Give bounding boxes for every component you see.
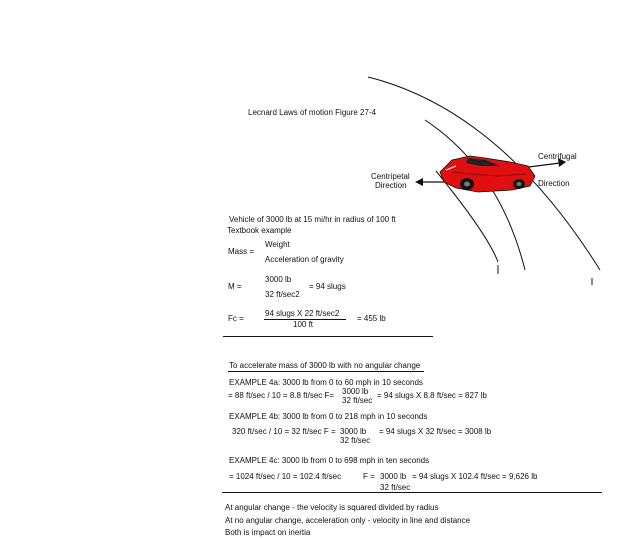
centripetal-direction-label: Direction xyxy=(375,181,407,190)
example-4a-left: = 88 ft/sec / 10 = 8.8 ft/sec F= xyxy=(228,391,335,400)
example-4c-frac-den: 32 ft/sec xyxy=(380,483,411,492)
textbook-subtitle: Textbook example xyxy=(227,226,292,235)
force-denominator: 100 ft xyxy=(293,320,314,329)
middle-curve xyxy=(425,120,525,270)
example-4c-left: = 1024 ft/sec / 10 = 102.4 ft/sec xyxy=(229,472,342,481)
page-title: Lecnard Laws of motion Figure 27-4 xyxy=(248,108,377,117)
example-4a-right: = 94 slugs X 8.8 ft/sec = 827 lb xyxy=(377,391,487,400)
centrifugal-label: Centrifugal xyxy=(538,152,577,161)
example-4b-left: 320 ft/sec / 10 = 32 ft/sec F = xyxy=(232,427,336,436)
note-no-angular-change: At no angular change, acceleration only - velocity in line and distance xyxy=(225,516,471,525)
example-4b-right: = 94 slugs X 32 ft/sec = 3008 lb xyxy=(379,427,492,436)
note-angular-change: At angular change - the velocity is squared divided by radius xyxy=(225,503,439,512)
example-4c-frac-num: 3000 lb xyxy=(380,472,407,481)
example-4b-frac-num: 3000 lb xyxy=(340,427,367,436)
centrifugal-direction-label: Direction xyxy=(538,179,570,188)
example-4b-frac-den: 32 ft/sec xyxy=(340,436,371,445)
force-result: = 455 lb xyxy=(357,314,386,323)
example-4a-title: EXAMPLE 4a: 3000 lb from 0 to 60 mph in 10 seconds xyxy=(229,378,423,387)
examples-heading-underline xyxy=(228,371,424,372)
note-impact-on-inertia: Both is impact on inertia xyxy=(225,528,311,537)
m-denominator: 32 ft/sec2 xyxy=(265,290,300,299)
examples-heading: To accelerate mass of 3000 lb with no angular change xyxy=(229,361,421,370)
m-result: = 94 slugs xyxy=(309,282,346,291)
example-4c-right: = 94 slugs X 102.4 ft/sec = 9,626 lb xyxy=(412,472,538,481)
red-car-icon xyxy=(440,156,535,192)
problem-statement: Vehicle of 3000 lb at 15 mi/hr in radius of 100 ft xyxy=(229,215,396,224)
section-divider xyxy=(223,336,433,337)
mass-denominator: Acceleration of gravity xyxy=(265,255,344,264)
m-numerator: 3000 lb xyxy=(265,275,292,284)
mass-label: Mass = xyxy=(228,247,255,256)
mass-numerator: Weight xyxy=(265,240,290,249)
example-4b-title: EXAMPLE 4b: 3000 lb from 0 to 218 mph in 10 seconds xyxy=(229,412,428,421)
notes-divider xyxy=(222,492,602,493)
example-4a-frac-num: 3000 lb xyxy=(342,387,369,396)
example-4c-title: EXAMPLE 4c: 3000 lb from 0 to 698 mph in ten seconds xyxy=(229,456,430,465)
force-numerator: 94 slugs X 22 ft/sec2 xyxy=(265,309,340,318)
example-4c-f: F = xyxy=(363,472,375,481)
example-4a-frac-den: 32 ft/sec xyxy=(342,396,373,405)
m-label: M = xyxy=(228,282,242,291)
centripetal-label: Centripetal xyxy=(371,172,410,181)
force-label: Fc = xyxy=(228,314,244,323)
